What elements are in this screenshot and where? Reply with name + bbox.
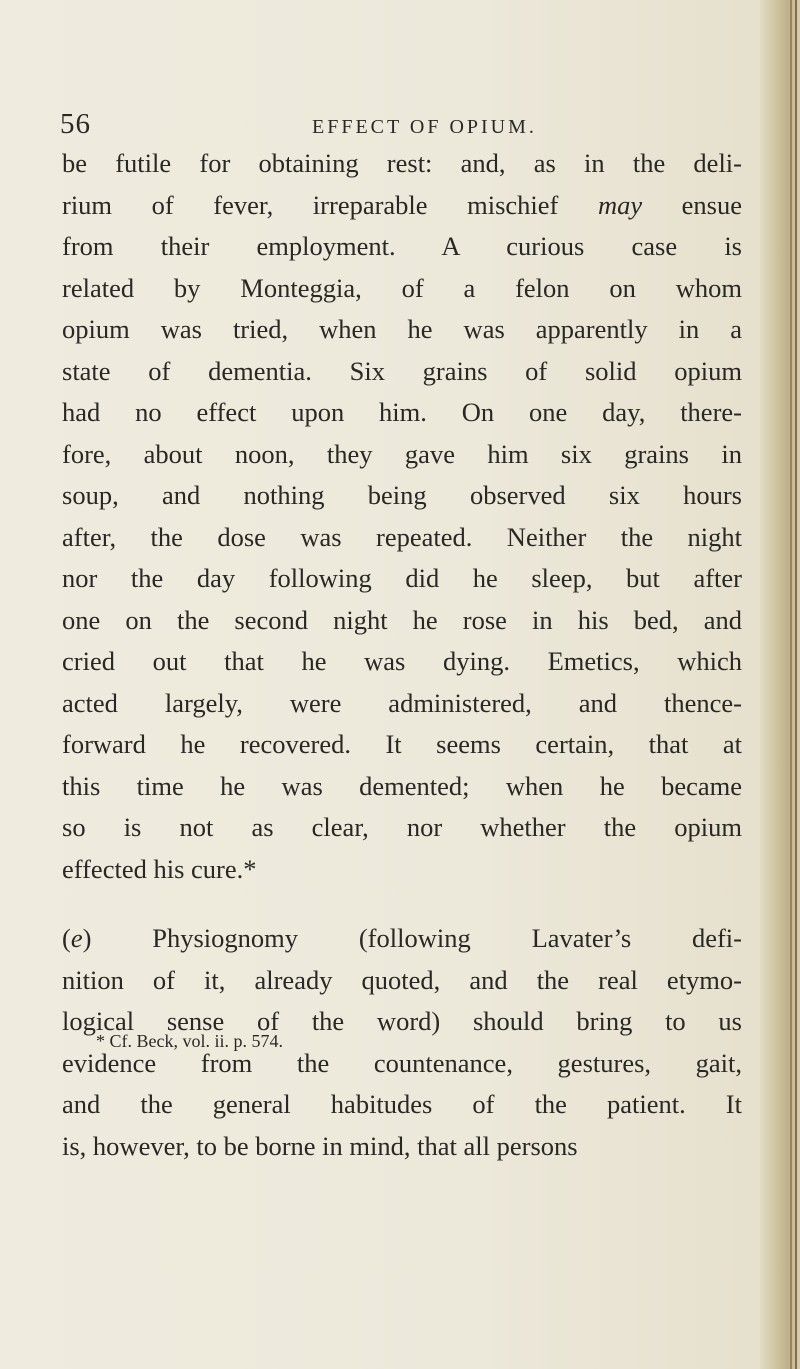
text-segment: rium of fever, irreparable mischief xyxy=(62,189,598,220)
text-segment: logical sense of the word) should bring to us xyxy=(62,1006,742,1036)
text-segment: effected his cure.* xyxy=(62,853,257,884)
text-segment: related by Monteggia, of a felon on whom xyxy=(62,272,742,303)
footnote: * Cf. Beck, vol. ii. p. 574. xyxy=(96,1031,283,1051)
text-line xyxy=(62,558,742,600)
text-line xyxy=(62,724,742,766)
text-segment: state of dementia. Six grains of solid opium xyxy=(62,355,742,386)
text-segment: so is not as clear, nor whether the opium xyxy=(62,812,742,842)
text-segment: had no effect upon him. On one day, there- xyxy=(62,397,742,427)
text-line xyxy=(62,641,742,683)
text-segment: soup, and nothing being observed six hours xyxy=(62,480,742,510)
text-line xyxy=(62,351,742,393)
text-line xyxy=(62,960,742,1002)
body-text xyxy=(62,143,742,1167)
text-segment: ( xyxy=(62,923,71,953)
text-line xyxy=(62,766,742,808)
italic-text: may xyxy=(597,189,643,220)
text-line xyxy=(62,918,742,960)
text-line xyxy=(62,185,742,227)
text-segment: nor the day following did he sleep, but after xyxy=(62,563,742,593)
paragraph-1 xyxy=(62,143,742,890)
text-segment: be futile for obtaining rest: and, as in the deli- xyxy=(62,148,742,178)
text-segment: cried out that he was dying. Emetics, which xyxy=(62,646,742,676)
text-segment: fore, about noon, they gave him six grains in xyxy=(62,438,742,469)
text-segment: nition of it, already quoted, and the real etymo- xyxy=(62,964,742,995)
text-segment: and the general habitudes of the patient. It xyxy=(62,1089,742,1119)
page-edge xyxy=(760,0,800,1369)
text-segment: this time he was demented; when he became xyxy=(62,770,742,801)
page-edge-line xyxy=(795,0,797,1369)
text-line xyxy=(62,226,742,268)
text-line xyxy=(62,517,742,559)
text-segment: forward he recovered. It seems certain, that at xyxy=(62,729,742,759)
page-header xyxy=(60,108,750,148)
text-line xyxy=(62,309,742,351)
running-head: EFFECT OF OPIUM. xyxy=(312,116,537,138)
text-line xyxy=(62,1126,742,1168)
text-segment: is, however, to be borne in mind, that all persons xyxy=(62,1130,578,1161)
text-line xyxy=(62,1084,742,1126)
text-line xyxy=(62,849,742,891)
text-line xyxy=(62,475,742,517)
text-line xyxy=(62,392,742,434)
text-segment: ) Physiognomy (following Lavater’s defi- xyxy=(82,923,742,953)
text-line xyxy=(62,268,742,310)
text-segment: evidence from the countenance, gestures, gait, xyxy=(62,1047,742,1078)
text-line xyxy=(62,143,742,185)
text-segment: one on the second night he rose in his bed, and xyxy=(62,604,742,635)
text-line xyxy=(62,434,742,476)
text-segment: opium was tried, when he was apparently in a xyxy=(62,314,742,344)
text-line xyxy=(62,807,742,849)
text-segment: after, the dose was repeated. Neither the night xyxy=(62,521,742,552)
paragraph-gap xyxy=(62,890,742,918)
page-edge-line xyxy=(790,0,792,1369)
text-line xyxy=(62,683,742,725)
text-segment: acted largely, were administered, and thence- xyxy=(62,687,742,718)
text-line xyxy=(62,600,742,642)
page-number: 56 xyxy=(60,108,91,140)
italic-text: e xyxy=(70,923,83,953)
text-segment: ensue xyxy=(642,189,742,220)
text-segment: from their employment. A curious case is xyxy=(62,231,742,261)
